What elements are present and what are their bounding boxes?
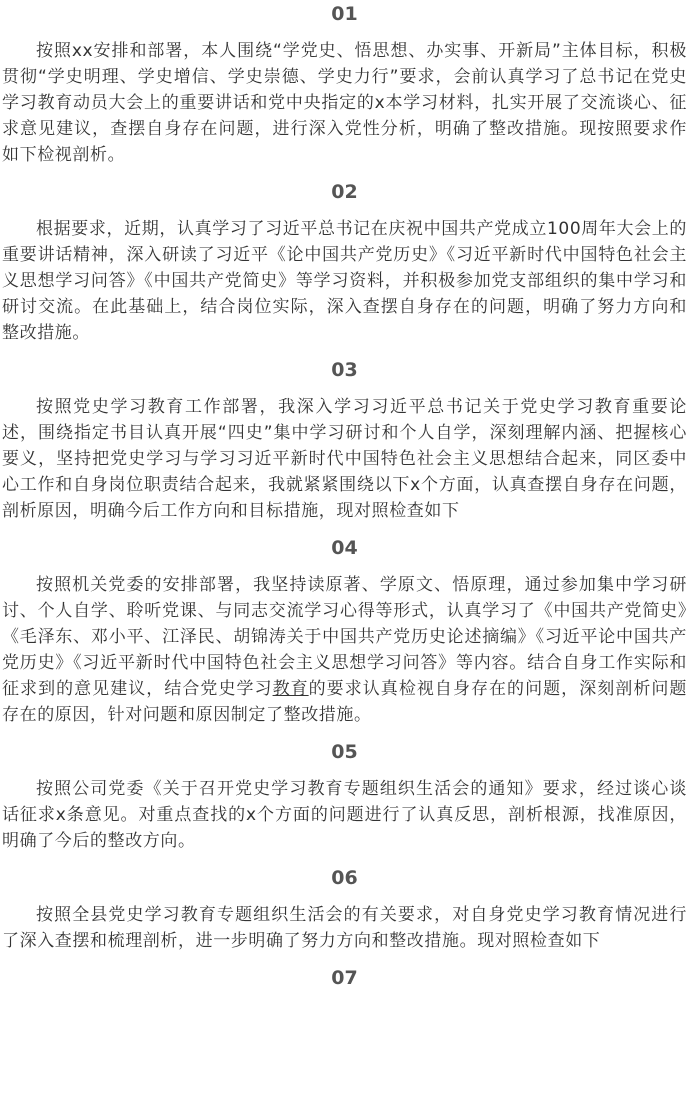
section-paragraph: 按照公司党委《关于召开党史学习教育专题组织生活会的通知》要求，经过谈心谈话征求x条意见。对重点查找的x个方面的问题进行了认真反思，剖析根源，找准原因，明确了今后的整改方向。 (2, 779, 687, 851)
section-number: 02 (331, 181, 358, 203)
section-number: 06 (331, 867, 358, 889)
section-03 (2, 358, 687, 524)
section-number: 07 (331, 967, 358, 989)
section-04 (2, 536, 687, 728)
paragraph-text-after: 的要求认真检视自身存在的问题，深刻剖析问题存在的原因，针对问题和原因制定了整改措施。 (2, 679, 687, 725)
section-number: 03 (331, 359, 358, 381)
section-number: 04 (331, 537, 358, 559)
section-06 (2, 866, 687, 954)
section-02 (2, 180, 687, 346)
section-paragraph: 根据要求，近期，认真学习了习近平总书记在庆祝中国共产党成立100周年大会上的重要讲话精神，深入研读了习近平《论中国共产党历史》《习近平新时代中国特色社会主义思想学习问答》《中国共产党简史》等学习资料，并积极参加党支部组织的集中学习和研讨交流。在此基础上，结合岗位实际，深入查摆自身存在的问题，明确了努力方向和整改措施。 (2, 219, 687, 343)
section-07 (2, 966, 687, 990)
section-paragraph: 按照xx安排和部署，本人围绕“学党史、悟思想、办实事、开新局”主体目标，积极贯彻“学史明理、学史增信、学史崇德、学史力行”要求，会前认真学习了总书记在党史学习教育动员大会上的重要讲话和党中央指定的x本学习材料，扎实开展了交流谈心、征求意见建议，查摆自身存在问题，进行深入党性分析，明确了整改措施。现按照要求作如下检视剖析。 (2, 41, 687, 165)
paragraph-text-before: 按照机关党委的安排部署，我坚持读原著、学原文、悟原理，通过参加集中学习研讨、个人自学、聆听党课、与同志交流学习心得等形式，认真学习了《中国共产党简史》《毛泽东、邓小平、江泽民、胡锦涛关于中国共产党历史论述摘编》《习近平论中国共产党历史》《习近平新时代中国特色社会主义思想学习问答》等内容。结合自身工作实际和征求到的意见建议，结合党史学习 (2, 575, 687, 699)
section-05 (2, 740, 687, 854)
section-paragraph (2, 572, 687, 728)
section-paragraph: 按照党史学习教育工作部署，我深入学习习近平总书记关于党史学习教育重要论述，围绕指定书目认真开展“四史”集中学习研讨和个人自学，深刻理解内涵、把握核心要义，坚持把党史学习与学习习近平新时代中国特色社会主义思想结合起来，同区委中心工作和自身岗位职责结合起来，我就紧紧围绕以下x个方面，认真查摆自身存在问题，剖析原因，明确今后工作方向和目标措施，现对照检查如下 (2, 397, 687, 521)
education-link[interactable]: 教育 (272, 679, 309, 699)
section-number: 05 (331, 741, 358, 763)
section-01 (2, 2, 687, 168)
article (0, 2, 693, 990)
section-number: 01 (331, 3, 358, 25)
section-paragraph: 按照全县党史学习教育专题组织生活会的有关要求，对自身党史学习教育情况进行了深入查摆和梳理剖析，进一步明确了努力方向和整改措施。现对照检查如下 (2, 905, 687, 951)
